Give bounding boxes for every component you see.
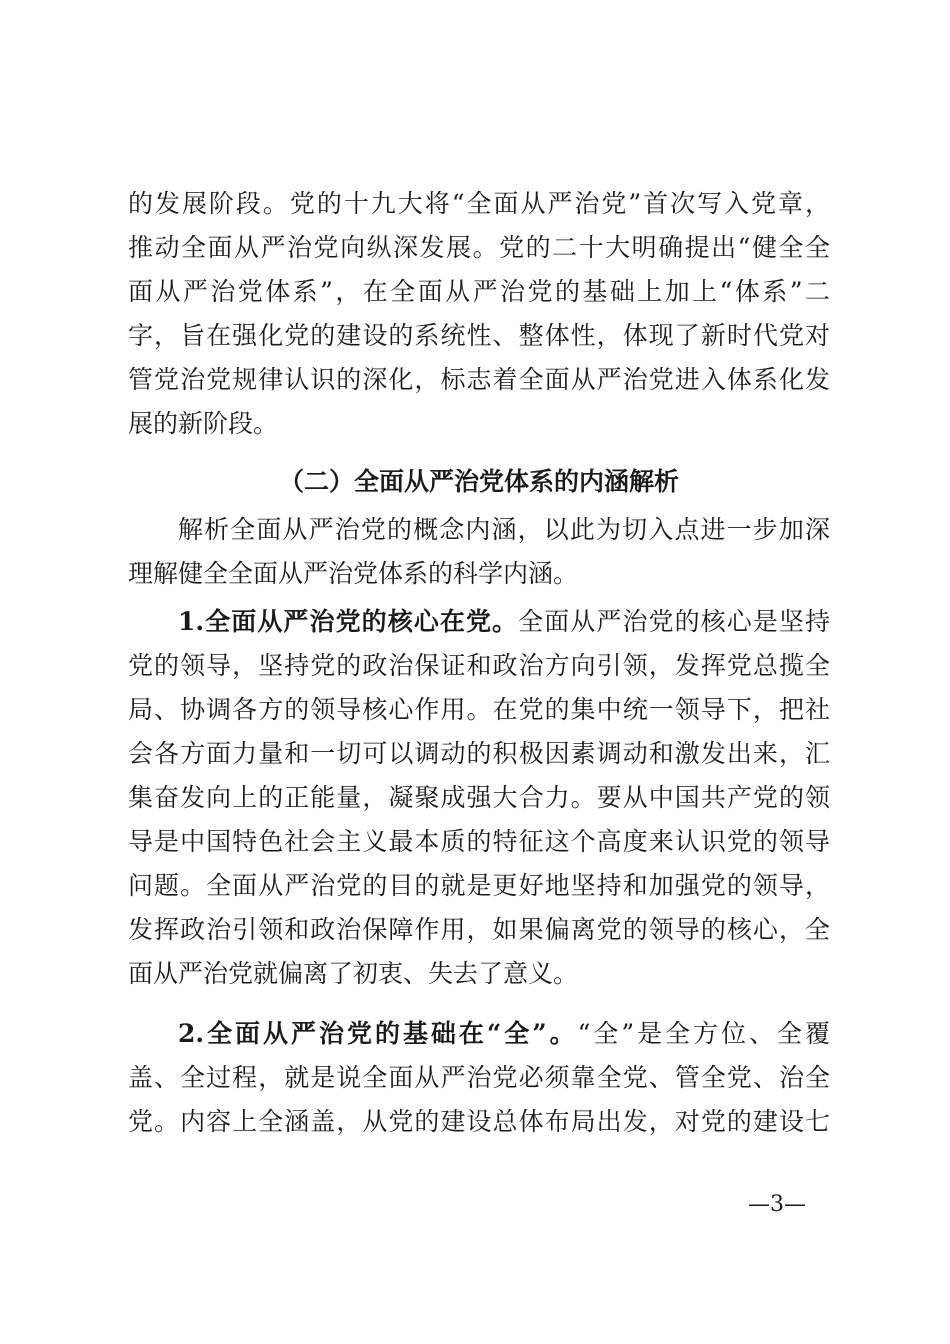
body-line: 解析全面从严治党的概念内涵，以此为切入点进一步加深	[178, 515, 830, 544]
body-line: 面从严治党体系”，在全面从严治党的基础上加上“体系”二	[128, 277, 830, 306]
body-line: 党。内容上全涵盖，从党的建设总体布局出发，对党的建设七	[128, 1107, 830, 1136]
section-heading: （二）全面从严治党体系的内涵解析	[278, 467, 679, 496]
page-number: —3—	[748, 1192, 806, 1217]
point-1-first-line	[178, 600, 830, 644]
body-line: 问题。全面从严治党的目的就是更好地坚持和加强党的领导，	[128, 871, 830, 900]
body-line: 导是中国特色社会主义最本质的特征这个高度来认识党的领导	[128, 827, 830, 856]
point-2-title: 2.全面从严治党的基础在“全”。	[178, 1019, 578, 1048]
point-2-first-line	[178, 1012, 830, 1056]
body-line: 局、协调各方的领导核心作用。在党的集中统一领导下，把社	[128, 695, 830, 724]
point-1-text: 全面从严治党的核心是坚持	[518, 607, 830, 636]
point-1-title: 1.全面从严治党的核心在党。	[178, 607, 519, 636]
body-line: 面从严治党就偏离了初衷、失去了意义。	[128, 959, 579, 988]
body-line: 盖、全过程，就是说全面从严治党必须靠全党、管全党、治全	[128, 1063, 830, 1092]
point-2-text: “全”是全方位、全覆	[577, 1019, 830, 1048]
body-line: 理解健全全面从严治党体系的科学内涵。	[128, 559, 579, 588]
body-line: 会各方面力量和一切可以调动的积极因素调动和激发出来，汇	[128, 739, 830, 768]
body-line: 推动全面从严治党向纵深发展。党的二十大明确提出“健全全	[128, 233, 830, 262]
body-line: 党的领导，坚持党的政治保证和政治方向引领，发挥党总揽全	[128, 651, 830, 680]
body-line: 字，旨在强化党的建设的系统性、整体性，体现了新时代党对	[128, 321, 830, 350]
body-line: 发挥政治引领和政治保障作用，如果偏离党的领导的核心，全	[128, 915, 830, 944]
body-line: 管党治党规律认识的深化，标志着全面从严治党进入体系化发	[128, 365, 830, 394]
body-line: 集奋发向上的正能量，凝聚成强大合力。要从中国共产党的领	[128, 783, 830, 812]
body-line: 的发展阶段。党的十九大将“全面从严治党”首次写入党章，	[128, 189, 830, 218]
body-line: 展的新阶段。	[128, 409, 279, 438]
